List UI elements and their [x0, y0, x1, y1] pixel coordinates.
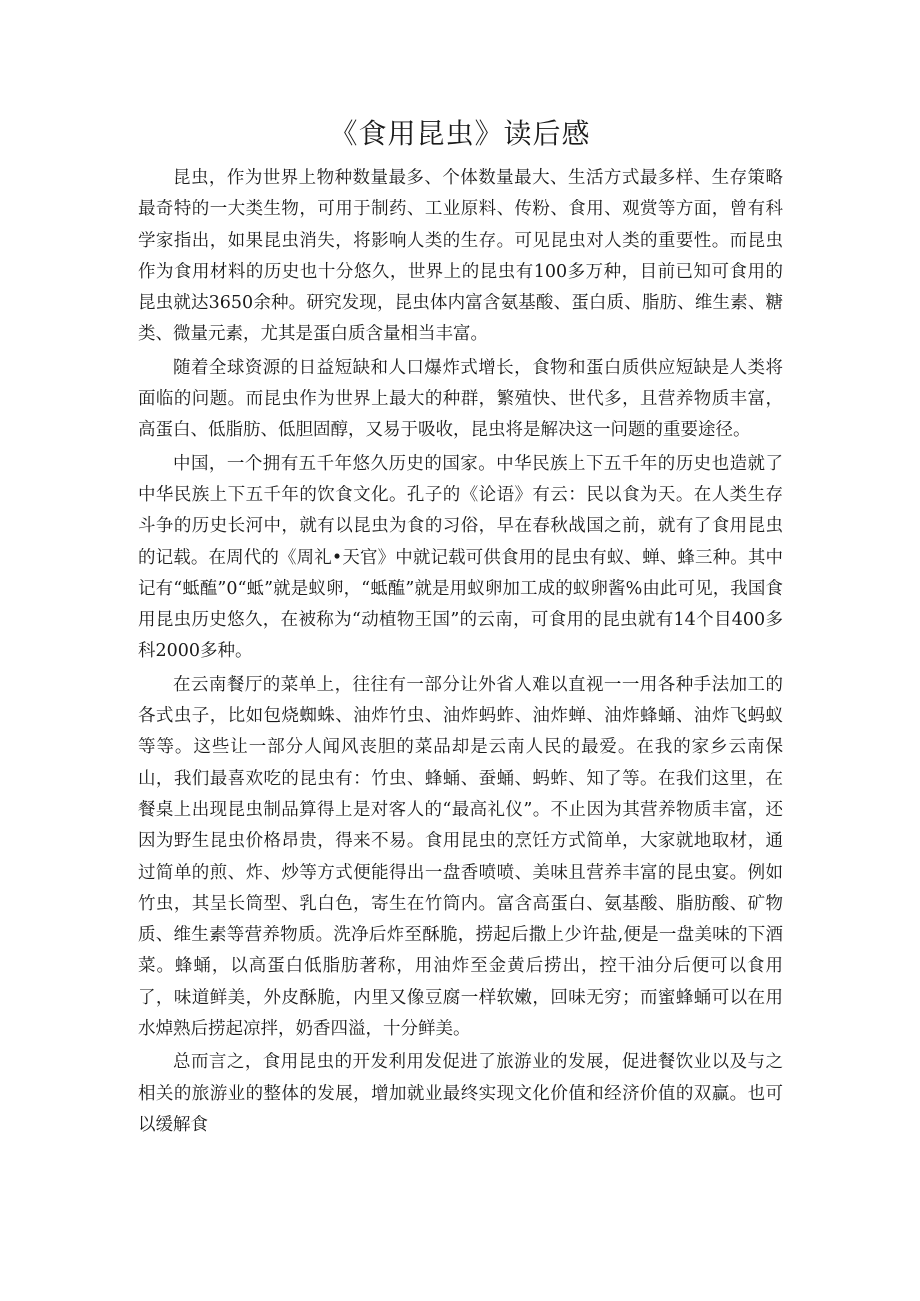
- paragraph: 在云南餐厅的菜单上，往往有一部分让外省人难以直视一一用各种手法加工的各式虫子，比如包烧蜘蛛、油炸竹虫、油炸蚂蚱、油炸蝉、油炸蜂蛹、油炸飞蚂蚁等等。这些让一部分人闻风丧胆的菜品却是云南人民的最爱。在我的家乡云南保山，我们最喜欢吃的昆虫有：竹虫、蜂蛹、蚕蛹、蚂蚱、知了等。在我们这里，在餐桌上出现昆虫制品算得上是对客人的“最高礼仪”。不止因为其营养物质丰富，还因为野生昆虫价格昂贵，得来不易。食用昆虫的烹饪方式简单，大家就地取材，通过简单的煎、炸、炒等方式便能得出一盘香喷喷、美味且营养丰富的昆虫宴。例如竹虫，其呈长筒型、乳白色，寄生在竹筒内。富含高蛋白、氨基酸、脂肪酸、矿物质、维生素等营养物质。洗净后炸至酥脆，捞起后撒上少许盐,便是一盘美味的下酒菜。蜂蛹，以高蛋白低脂肪著称，用油炸至金黄后捞出，控干油分后便可以食用了，味道鲜美，外皮酥脆，内里又像豆腐一样软嫩，回味无穷；而蜜蜂蛹可以在用水焯熟后捞起凉拌，奶香四溢，十分鲜美。: [138, 674, 783, 1040]
- paragraph: 中国，一个拥有五千年悠久历史的国家。中华民族上下五千年的历史也造就了中华民族上下五千年的饮食文化。孔子的《论语》有云：民以食为天。在人类生存斗争的历史长河中，就有以昆虫为食的习俗，早在春秋战国之前，就有了食用昆虫的记载。在周代的《周礼•天官》中就记载可供食用的昆虫有蚁、蝉、蜂三种。其中记有“蚳醢”0“蚳”就是蚁卵，“蚳醢”就是用蚁卵加工成的蚁卵酱%由此可见，我国食用昆虫历史悠久，在被称为“动植物王国”的云南，可食用的昆虫就有14个目400多科2000多种。: [138, 453, 783, 662]
- document-body: [138, 163, 783, 1143]
- paragraph: 昆虫，作为世界上物种数量最多、个体数量最大、生活方式最多样、生存策略最奇特的一大类生物，可用于制药、工业原料、传粉、食用、观赏等方面，曾有科学家指出，如果昆虫消失，将影响人类的生存。可见昆虫对人类的重要性。而昆虫作为食用材料的历史也十分悠久，世界上的昆虫有100多万种，目前已知可食用的昆虫就达3650余种。研究发现，昆虫体内富含氨基酸、蛋白质、脂肪、维生素、糖类、微量元素，尤其是蛋白质含量相当丰富。: [138, 168, 783, 345]
- paragraph: 总而言之，食用昆虫的开发利用发促进了旅游业的发展，促进餐饮业以及与之相关的旅游业的整体的发展，增加就业最终实现文化价值和经济价值的双赢。也可以缓解食: [138, 1052, 783, 1135]
- paragraph: 随着全球资源的日益短缺和人口爆炸式增长，食物和蛋白质供应短缺是人类将面临的问题。而昆虫作为世界上最大的种群，繁殖快、世代多，且营养物质丰富，高蛋白、低脂肪、低胆固醇，又易于吸收，昆虫将是解决这一问题的重要途径。: [138, 357, 783, 441]
- document-title: 《食用昆虫》读后感: [329, 117, 591, 150]
